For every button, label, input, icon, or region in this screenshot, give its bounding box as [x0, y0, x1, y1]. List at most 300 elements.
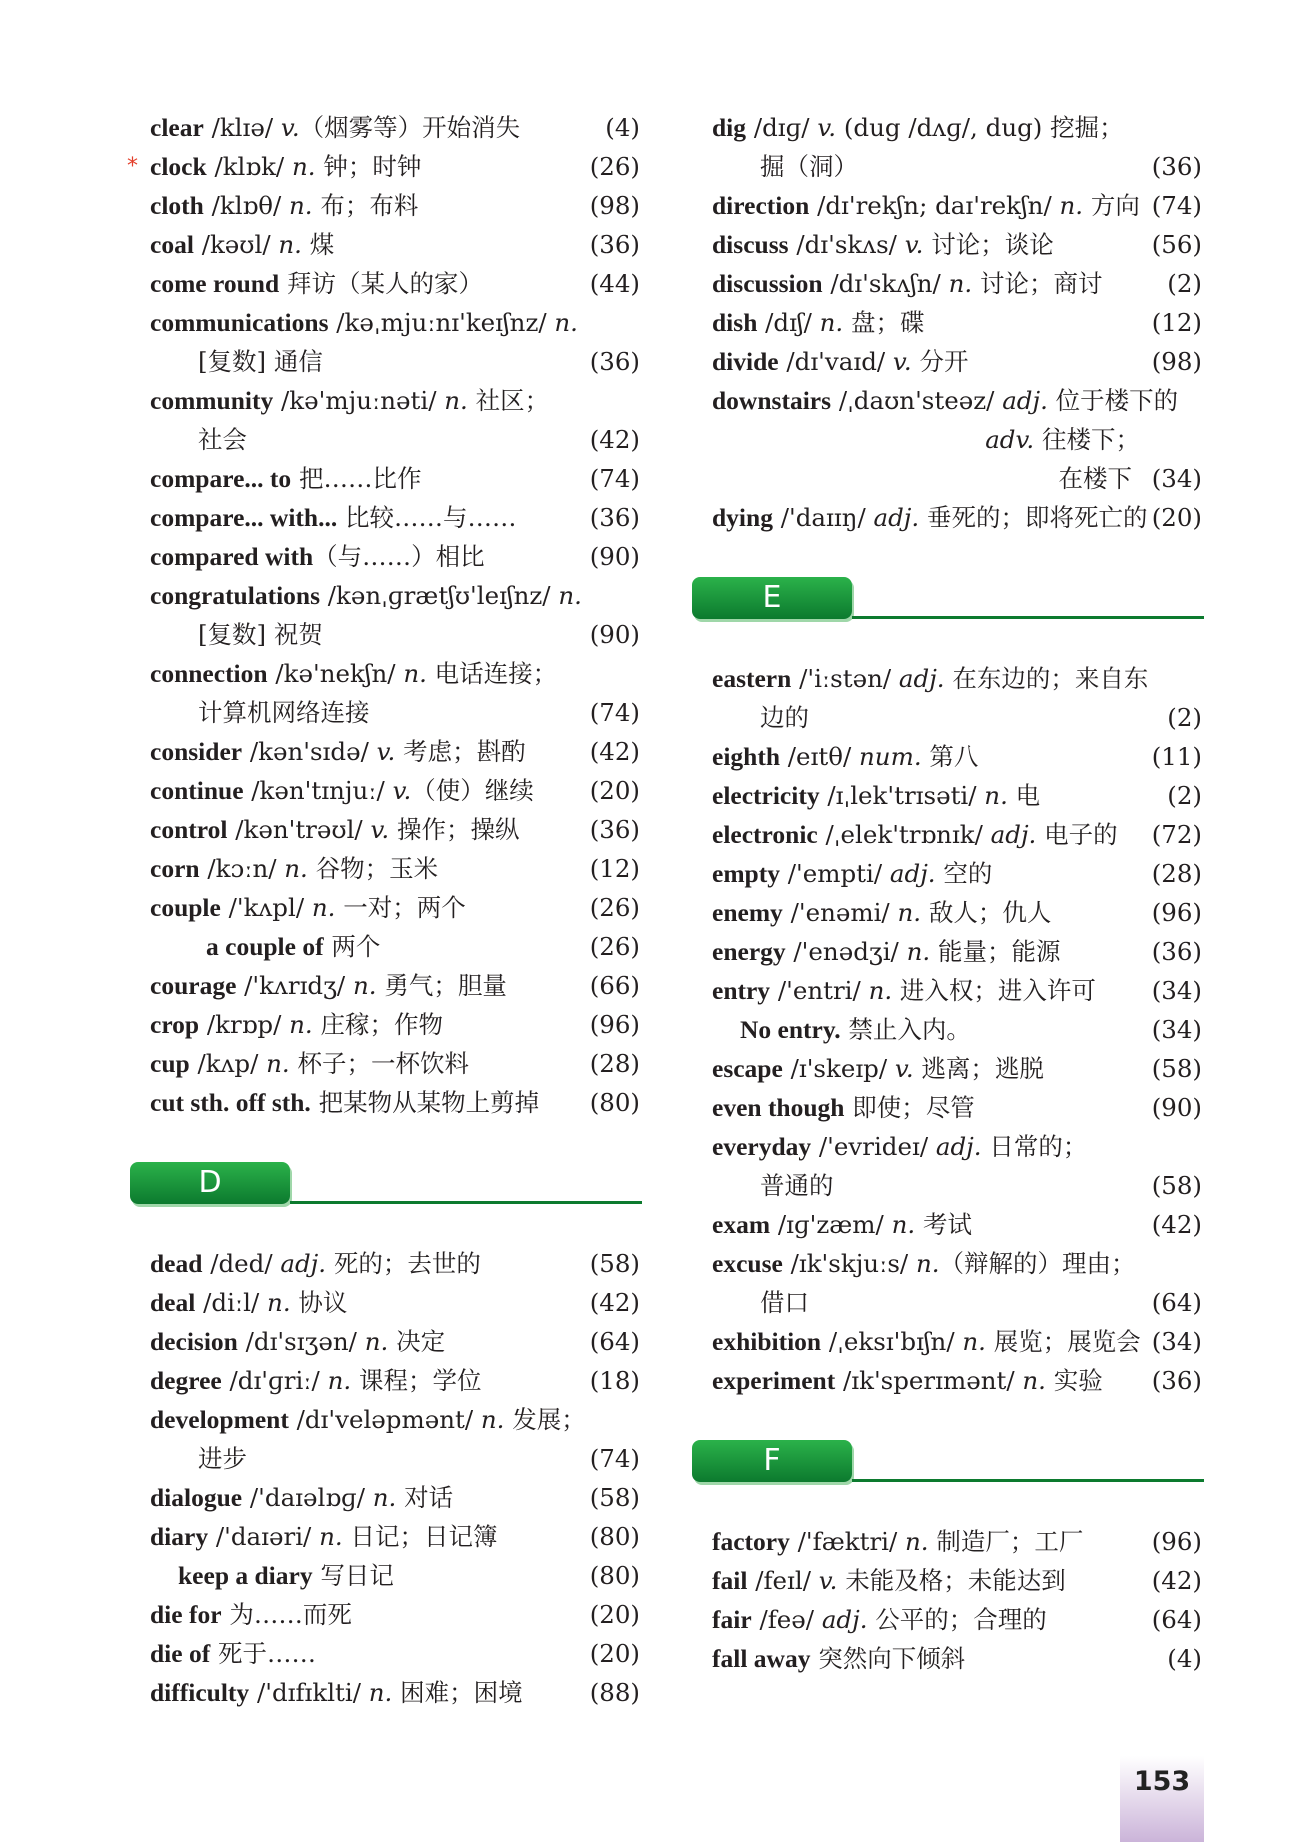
glossary-entry: [150, 225, 640, 264]
pronunciation: /feə/: [751, 1605, 822, 1634]
pronunciation: /ɪk'sperɪmənt/: [835, 1366, 1023, 1395]
page-reference: (4): [605, 113, 640, 142]
pronunciation: /dɪ'skʌs/: [788, 230, 905, 259]
pronunciation: /'dɪfɪklti/: [249, 1678, 369, 1707]
entry-line: [712, 971, 1202, 1010]
headword: congratulations: [150, 581, 321, 610]
pronunciation: /dɪ'skʌʃn/: [822, 269, 949, 298]
section-rule: [852, 1479, 1204, 1482]
part-of-speech: n.: [891, 1210, 916, 1239]
page-reference: (58): [1151, 1171, 1202, 1200]
page-reference: (90): [1151, 1093, 1202, 1122]
definition: 普通的: [760, 1171, 834, 1200]
definition: 写日记: [312, 1561, 394, 1590]
headword: communications: [150, 308, 329, 337]
part-of-speech: n.: [403, 659, 427, 688]
page-reference: (36): [589, 815, 640, 844]
pronunciation: /dɪɡ/: [746, 113, 818, 142]
definition: 分开: [911, 347, 969, 376]
entry-line: [712, 1522, 1202, 1561]
part-of-speech: adj.: [873, 503, 920, 532]
definition: 第八: [921, 742, 979, 771]
entry-line: [712, 1639, 1202, 1678]
definition: 社会: [198, 425, 247, 454]
part-of-speech: n.: [352, 971, 377, 1000]
headword: cloth: [150, 191, 204, 220]
headword: even though: [712, 1093, 845, 1122]
headword: keep a diary: [178, 1561, 313, 1590]
headword: cup: [150, 1049, 190, 1078]
page-reference: (20): [589, 776, 640, 805]
pronunciation: /dɪ'ɡriː/: [221, 1366, 328, 1395]
headword: courage: [150, 971, 237, 1000]
definition: 考虑；斟酌: [395, 737, 526, 766]
entry-line: [150, 810, 640, 849]
definition: 杯子；一杯饮料: [289, 1049, 470, 1078]
right-column: [712, 108, 1202, 1678]
headword: electricity: [712, 781, 820, 810]
continuation-line: [712, 1166, 1202, 1205]
entry-line: [712, 893, 1202, 932]
definition: 电话连接；: [426, 659, 558, 688]
page-reference: (96): [1151, 898, 1202, 927]
glossary-entry: [712, 659, 1202, 737]
definition: （使）继续: [411, 776, 534, 805]
page-reference: (36): [1151, 152, 1202, 181]
pronunciation: /klɪə/: [203, 113, 281, 142]
pronunciation: /kən'sɪdə/: [242, 737, 377, 766]
glossary-entry: [712, 1322, 1202, 1361]
glossary-entry: [150, 1244, 640, 1283]
definition: 边的: [760, 703, 809, 732]
part-of-speech: n.: [289, 1010, 313, 1039]
entry-line: [150, 537, 640, 576]
part-of-speech: adj.: [821, 1605, 868, 1634]
page-reference: (74): [589, 1444, 640, 1473]
definition: 借口: [760, 1288, 809, 1317]
section-tab: [692, 1440, 852, 1482]
part-of-speech: n.: [962, 1327, 986, 1356]
pronunciation: /dɪ'sɪʒən/: [237, 1327, 365, 1356]
continuation-line: [150, 615, 640, 654]
page-reference: (42): [1151, 1210, 1202, 1239]
glossary-entry: [712, 225, 1202, 264]
pronunciation: /'evrideɪ/: [811, 1132, 936, 1161]
entry-line: [712, 186, 1202, 225]
definition: 课程；学位: [351, 1366, 482, 1395]
entry-line: [712, 854, 1202, 893]
definition: 拜访（某人的家）: [279, 269, 483, 298]
headword: compare... with...: [150, 503, 338, 532]
definition: 敌人；仇人: [921, 898, 1052, 927]
part-of-speech: n.: [480, 1405, 505, 1434]
entry-line: [150, 459, 640, 498]
definition: 电: [1007, 781, 1041, 810]
page-reference: (96): [589, 1010, 640, 1039]
headword: clear: [150, 113, 204, 142]
entry-line: [150, 1322, 640, 1361]
entry-line: [150, 498, 640, 537]
glossary-entry: [127, 147, 640, 186]
headword: exhibition: [712, 1327, 822, 1356]
part-of-speech: n.: [444, 386, 468, 415]
section-letter: E: [762, 580, 782, 615]
glossary-entry: [712, 854, 1202, 893]
entry-line: [712, 420, 1202, 459]
definition: （辩解的）理由；: [939, 1249, 1136, 1278]
entry-line: [712, 303, 1202, 342]
glossary-entry: [712, 1561, 1202, 1600]
part-of-speech: adv.: [985, 425, 1035, 454]
definition: 突然向下倾斜: [810, 1644, 966, 1673]
headword: dialogue: [150, 1483, 243, 1512]
definition: 在东边的；来自东: [944, 664, 1149, 693]
pronunciation: /eɪtθ/: [780, 742, 860, 771]
part-of-speech: n.: [905, 1527, 929, 1556]
glossary-entry: [150, 1083, 640, 1122]
headword: fail: [712, 1566, 748, 1595]
headword: entry: [712, 976, 771, 1005]
page-reference: (58): [589, 1249, 640, 1278]
definition: （烟雾等）开始消失: [299, 113, 521, 142]
pronunciation: /kʌp/: [189, 1049, 267, 1078]
entry-line: [712, 1049, 1202, 1088]
entry-line: [712, 342, 1202, 381]
pronunciation: /ˌdaʊn'steəz/: [831, 386, 1003, 415]
headword: dead: [150, 1249, 203, 1278]
glossary-entry: [712, 1049, 1202, 1088]
definition: 进步: [198, 1444, 247, 1473]
definition: 讨论；商讨: [972, 269, 1103, 298]
definition: 计算机网络连接: [198, 698, 370, 727]
definition: 谷物；玉米: [307, 854, 439, 883]
part-of-speech: n.: [311, 893, 336, 922]
page-reference: (34): [1151, 464, 1202, 493]
page-reference: (64): [1151, 1288, 1202, 1317]
headword: control: [150, 815, 228, 844]
pronunciation: /'iːstən/: [791, 664, 899, 693]
page-reference: (90): [589, 542, 640, 571]
headword: enemy: [712, 898, 783, 927]
part-of-speech: n.: [327, 1366, 352, 1395]
headword: community: [150, 386, 274, 415]
entry-line: [712, 815, 1202, 854]
definition: （与……）相比: [313, 542, 485, 571]
glossary-entry: [712, 1088, 1202, 1127]
page-reference: (36): [1151, 1366, 1202, 1395]
section-tab: [692, 577, 852, 619]
entry-line: [150, 849, 640, 888]
definition: 讨论；谈论: [923, 230, 1054, 259]
entry-line: [150, 225, 640, 264]
headword: electronic: [712, 820, 818, 849]
pronunciation: /ɪk'skjuːs/: [782, 1249, 916, 1278]
entry-line: [150, 927, 640, 966]
page-reference: (34): [1151, 976, 1202, 1005]
part-of-speech: n.: [1059, 191, 1084, 220]
section-letter: D: [198, 1165, 222, 1200]
glossary-entry: [712, 1244, 1202, 1322]
entry-line: [712, 737, 1202, 776]
headword: dish: [712, 308, 758, 337]
entry-line: [712, 659, 1202, 698]
definition: 即使；尽管: [844, 1093, 975, 1122]
glossary-entry: [150, 1673, 640, 1712]
part-of-speech: v.: [818, 1566, 838, 1595]
page-reference: (20): [589, 1600, 640, 1629]
entry-line: [150, 1556, 640, 1595]
headword: factory: [712, 1527, 790, 1556]
part-of-speech: v.: [392, 776, 412, 805]
entry-line: [150, 1005, 640, 1044]
definition: 位于楼下的: [1047, 386, 1179, 415]
page-reference: (42): [589, 425, 640, 454]
definition: 一对；两个: [335, 893, 466, 922]
part-of-speech: n.: [906, 937, 931, 966]
entry-line: [712, 1244, 1202, 1283]
pronunciation: /kən'tɪnjuː/: [243, 776, 393, 805]
definition: 日常的；: [981, 1132, 1088, 1161]
page-reference: (2): [1167, 703, 1202, 732]
section-letter: F: [763, 1443, 781, 1478]
pronunciation: /'enədʒi/: [785, 937, 907, 966]
glossary-entry: [712, 1010, 1202, 1049]
page-reference: (26): [589, 932, 640, 961]
entry-line: [712, 1205, 1202, 1244]
entry-line: [150, 1400, 640, 1439]
glossary-entry: [712, 776, 1202, 815]
definition: 未能及格；未能达到: [837, 1566, 1066, 1595]
entry-line: [150, 1673, 640, 1712]
definition: 操作；操纵: [389, 815, 520, 844]
glossary-entry: [150, 927, 640, 966]
glossary-entry: [712, 971, 1202, 1010]
headword: cut sth. off sth.: [150, 1088, 311, 1117]
entry-line: [712, 776, 1202, 815]
entry-line: [150, 1083, 640, 1122]
pronunciation: /kənˌɡrætʃʊ'leɪʃnz/: [320, 581, 559, 610]
glossary-entry: [150, 303, 640, 381]
page-reference: (34): [1151, 1015, 1202, 1044]
entry-line: [712, 1361, 1202, 1400]
pronunciation: /ˌeksɪ'bɪʃn/: [821, 1327, 963, 1356]
pronunciation: /'enəmi/: [782, 898, 898, 927]
entry-line: [712, 264, 1202, 303]
pronunciation: /'kʌpl/: [220, 893, 312, 922]
pronunciation: /ˌelek'trɒnɪk/: [817, 820, 991, 849]
page-reference: (88): [589, 1678, 640, 1707]
part-of-speech: n.: [266, 1049, 290, 1078]
entry-line: [150, 1283, 640, 1322]
part-of-speech: n.: [948, 269, 973, 298]
page-reference: (74): [589, 464, 640, 493]
definition: 展览；展览会: [985, 1327, 1141, 1356]
headword: No entry.: [740, 1015, 841, 1044]
glossary-entry: [150, 771, 640, 810]
definition: 能量；能源: [930, 937, 1061, 966]
pronunciation: /diːl/: [195, 1288, 268, 1317]
part-of-speech: n.: [284, 854, 308, 883]
glossary-entry: [150, 264, 640, 303]
continuation-line: [150, 1439, 640, 1478]
page-reference: (12): [589, 854, 640, 883]
part-of-speech: n.: [289, 191, 313, 220]
entry-line: [712, 932, 1202, 971]
headword: deal: [150, 1288, 196, 1317]
pronunciation: /kə'mjuːnəti/: [273, 386, 445, 415]
glossary-entry: [712, 303, 1202, 342]
headword: clock: [150, 152, 207, 181]
entry-line: [150, 1478, 640, 1517]
page-reference: (28): [1151, 859, 1202, 888]
part-of-speech: n.: [372, 1483, 397, 1512]
entry-line: [712, 225, 1202, 264]
glossary-entry: [150, 849, 640, 888]
section-header-d: [150, 1162, 640, 1210]
pronunciation: /'kʌrɪdʒ/: [236, 971, 353, 1000]
page-reference: (44): [589, 269, 640, 298]
part-of-speech: n.: [984, 781, 1008, 810]
headword: couple: [150, 893, 221, 922]
definition: 禁止入内。: [840, 1015, 971, 1044]
pronunciation: /dɪ'rekʃn; daɪ'rekʃn/: [809, 191, 1060, 220]
headword: discuss: [712, 230, 789, 259]
headword: fall away: [712, 1644, 811, 1673]
page-reference: (20): [589, 1639, 640, 1668]
page-reference: (20): [1151, 503, 1202, 532]
page-reference: (74): [1151, 191, 1202, 220]
glossary-entry: [712, 381, 1202, 498]
headword: compare... to: [150, 464, 292, 493]
definition: 把……比作: [291, 464, 422, 493]
part-of-speech: adj.: [280, 1249, 327, 1278]
part-of-speech: adj.: [1002, 386, 1048, 415]
page-reference: (26): [589, 152, 640, 181]
entry-line: [150, 381, 640, 420]
page-reference: (98): [589, 191, 640, 220]
pronunciation: /klɒθ/: [203, 191, 290, 220]
glossary-entry: [150, 966, 640, 1005]
headword: eighth: [712, 742, 781, 771]
entry-line: [150, 1517, 640, 1556]
entry-line: [150, 654, 640, 693]
pronunciation: /kəˌmjuːnɪ'keɪʃnz/: [328, 308, 555, 337]
definition: 为……而死: [221, 1600, 352, 1629]
part-of-speech: adj.: [898, 664, 945, 693]
section-rule: [290, 1201, 642, 1204]
part-of-speech: n.: [267, 1288, 291, 1317]
part-of-speech: adj.: [990, 820, 1037, 849]
glossary-entry: [712, 1600, 1202, 1639]
page-reference: (36): [1151, 937, 1202, 966]
pronunciation: /dɪ'veləpmənt/: [288, 1405, 481, 1434]
entry-line: [712, 1127, 1202, 1166]
pronunciation: /kə'nekʃn/: [267, 659, 404, 688]
entry-line: [712, 1322, 1202, 1361]
headword: development: [150, 1405, 289, 1434]
pronunciation: /klɒk/: [206, 152, 292, 181]
pronunciation: /ɪɡ'zæm/: [770, 1210, 892, 1239]
headword: diary: [150, 1522, 209, 1551]
headword: eastern: [712, 664, 792, 693]
entry-line: [127, 147, 640, 186]
glossary-entry: [712, 815, 1202, 854]
definition: 对话: [396, 1483, 454, 1512]
entry-line: [150, 1361, 640, 1400]
entry-line: [150, 771, 640, 810]
part-of-speech: n.: [554, 308, 578, 337]
glossary-entry: [150, 1400, 640, 1478]
continuation-line: [712, 459, 1202, 498]
glossary-entry: [150, 888, 640, 927]
page-reference: (58): [1151, 1054, 1202, 1083]
headword: crop: [150, 1010, 200, 1039]
glossary-entry: [712, 342, 1202, 381]
glossary-entry: [150, 732, 640, 771]
definition: 比较……与……: [337, 503, 517, 532]
pronunciation: /'daɪəri/: [208, 1522, 320, 1551]
definition: [复数] 祝贺: [198, 620, 323, 649]
definition: 社区；: [467, 386, 550, 415]
continuation-line: [712, 698, 1202, 737]
section-tab: [130, 1162, 290, 1204]
page-reference: (58): [589, 1483, 640, 1512]
definition: 制造厂；工厂: [928, 1527, 1084, 1556]
glossary-entry: [712, 1639, 1202, 1678]
headword: divide: [712, 347, 779, 376]
entry-line: [150, 108, 640, 147]
definition: (dug /dʌɡ/, dug) 挖掘；: [836, 113, 1124, 142]
definition: 死的；去世的: [326, 1249, 481, 1278]
definition: 电子的: [1036, 820, 1118, 849]
definition: 方向: [1083, 191, 1140, 220]
glossary-entry: [150, 1478, 640, 1517]
page-reference: (74): [589, 698, 640, 727]
glossary-entry: [150, 1595, 640, 1634]
entry-line: [150, 1634, 640, 1673]
headword: continue: [150, 776, 244, 805]
pronunciation: /ded/: [202, 1249, 281, 1278]
glossary-entry: [712, 186, 1202, 225]
definition: 掘（洞）: [760, 152, 858, 181]
definition: 煤: [301, 230, 335, 259]
definition: 考试: [915, 1210, 972, 1239]
headword: everyday: [712, 1132, 812, 1161]
entry-line: [712, 498, 1202, 537]
page-reference: (96): [1151, 1527, 1202, 1556]
part-of-speech: n.: [868, 976, 893, 1005]
glossary-entry: [712, 932, 1202, 971]
headword: energy: [712, 937, 786, 966]
definition: 庄稼；作物: [312, 1010, 443, 1039]
page-reference: (64): [589, 1327, 640, 1356]
pronunciation: /'daɪəlɒɡ/: [242, 1483, 373, 1512]
glossary-entry: [150, 1044, 640, 1083]
part-of-speech: v.: [904, 230, 924, 259]
page-reference: (28): [589, 1049, 640, 1078]
headword: corn: [150, 854, 200, 883]
entry-line: [150, 1595, 640, 1634]
definition: 布；布料: [312, 191, 419, 220]
definition: 进入权；进入许可: [892, 976, 1096, 1005]
headword: degree: [150, 1366, 222, 1395]
part-of-speech: v.: [370, 815, 390, 844]
definition: 往楼下；: [1034, 425, 1140, 454]
part-of-speech: n.: [368, 1678, 393, 1707]
page-reference: (2): [1167, 781, 1202, 810]
entry-line: [712, 1561, 1202, 1600]
definition: 在楼下: [1058, 464, 1132, 493]
